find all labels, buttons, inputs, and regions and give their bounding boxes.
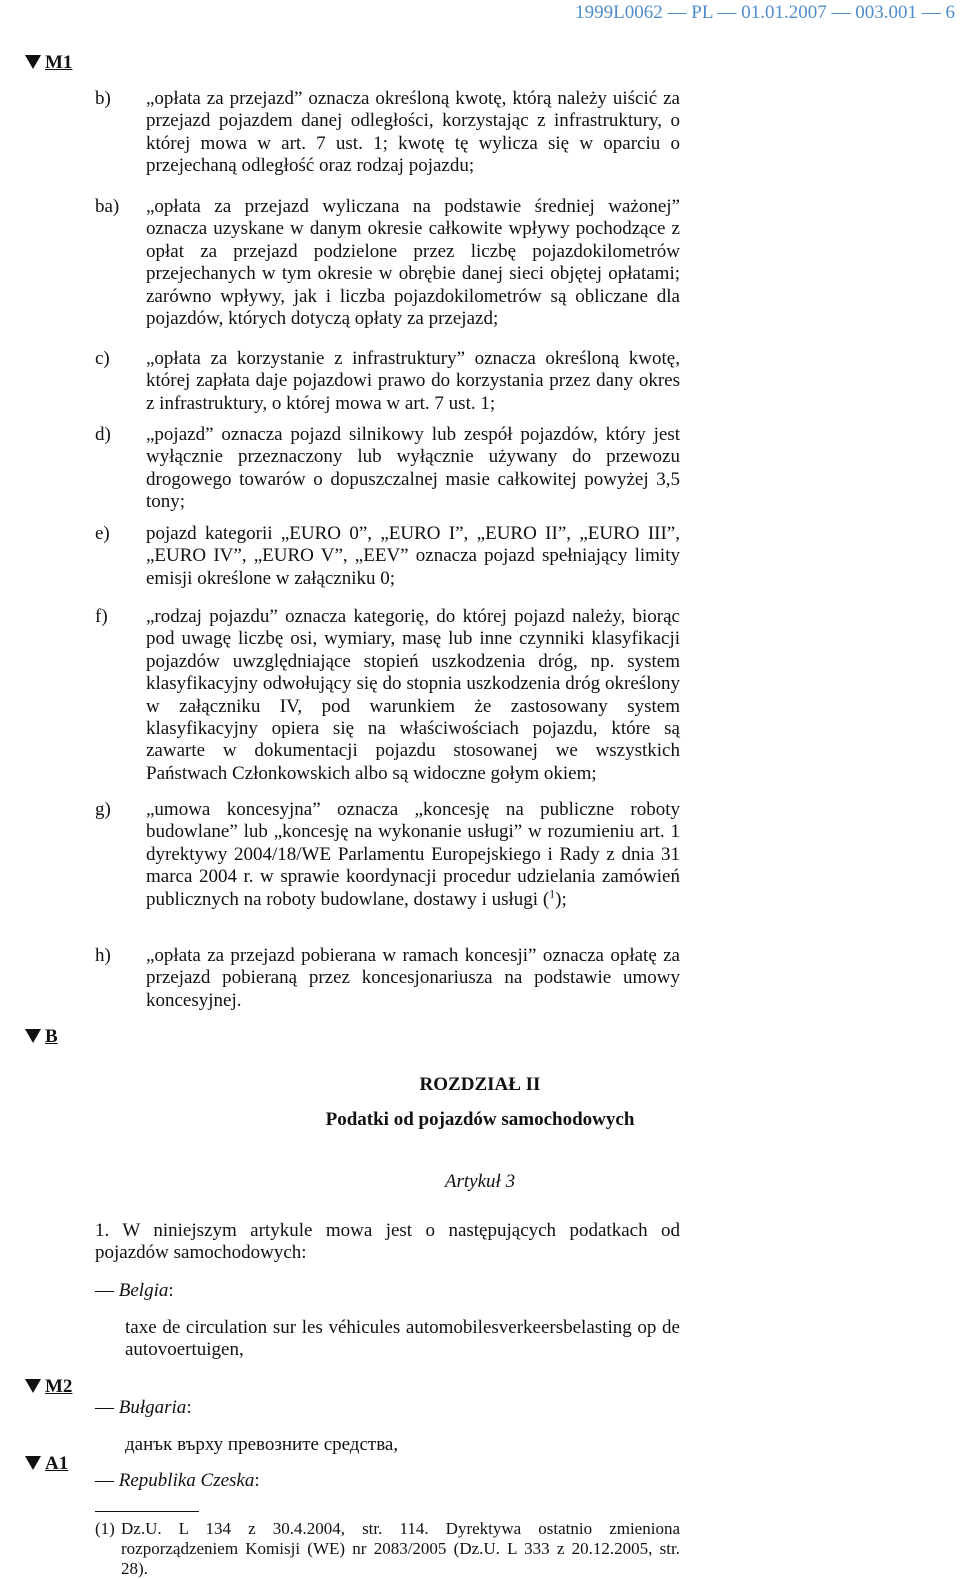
- definition-item: b) „opłata za przejazd” oznacza określoną kwotę, którą należy uiścić za przejazd pojazdem danej odległości, korzystając z infrastruktury, o której mowa w art. 7 ust. 1; kwotę tę wylicza się w oparciu o przejechaną odległość oraz rodzaj pojazdu;: [95, 88, 680, 177]
- country-item-belgia: — Belgia:: [95, 1280, 174, 1301]
- tax-name: taxe de circulation sur les véhicules automobilesverkeersbelasting op de autovoertuigen,: [125, 1317, 680, 1361]
- tax-name: данък върху превозните средства,: [125, 1434, 399, 1455]
- definition-item: h) „opłata za przejazd pobierana w ramach koncesji” oznacza opłatę za przejazd pobieraną przez koncesjonariusza na podstawie umowy koncesyjnej.: [95, 945, 680, 1011]
- article-paragraph: 1. W niniejszym artykule mowa jest o następujących podatkach od pojazdów samochodowych:: [95, 1220, 680, 1264]
- definition-item: c) „opłata za korzystanie z infrastruktury” oznacza określoną kwotę, której zapłata daje pojazdowi prawo do korzystania przez dany okres z infrastruktury, o której mowa w art. 7 ust. 1;: [95, 348, 680, 414]
- footnote-separator: [95, 1511, 199, 1512]
- document-header: 1999L0062 — PL — 01.01.2007 — 003.001 — 6: [575, 2, 955, 23]
- definition-item: g) „umowa koncesyjna” oznacza „koncesję na publiczne roboty budowlane” lub „koncesję na wykonanie usługi” w rozumieniu art. 1 dyrektywy 2004/18/WE Parlamentu Europejskiego i Rady z dnia 31 marca 2004 r. w sprawie koordynacji procedur udzielania zamówień publicznych na roboty budowlane, dostawy i usługi ($^1$);: [95, 799, 680, 910]
- triangle-down-icon: [25, 1456, 41, 1470]
- marker-a1: A1: [25, 1453, 68, 1475]
- definition-item: f) „rodzaj pojazdu” oznacza kategorię, do której pojazd należy, biorąc pod uwagę liczbę osi, wymiary, masę lub inne czynniki klasyfikacji pojazdów uwzględniające stopień uszkodzenia dróg, np. system klasyfikacyjny odwołujący się do stopnia uszkodzenia dróg określony w załączniku IV, pod warunkiem że zastosowany system klasyfikacyjny opiera się na właściwościach pojazdu, które są zawarte w dokumentacji pojazdu stosowanej we wszystkich Państwach Członkowskich albo są widoczne gołym okiem;: [95, 606, 680, 784]
- chapter-title: Podatki od pojazdów samochodowych: [325, 1109, 635, 1130]
- definition-item: d) „pojazd” oznacza pojazd silnikowy lub zespół pojazdów, który jest wyłącznie przeznaczony lub wyłącznie używany do przewozu drogowego towarów o dopuszczalnej masie całkowitej powyżej 3,5 tony;: [95, 424, 680, 513]
- definition-item: e) pojazd kategorii „EURO 0”, „EURO I”, „EURO II”, „EURO III”, „EURO IV”, „EURO V”, „EEV” oznacza pojazd spełniający limity emisji określone w załączniku 0;: [95, 523, 680, 589]
- marker-b: B: [25, 1026, 58, 1048]
- footnote-ref[interactable]: 1: [549, 886, 556, 901]
- triangle-down-icon: [25, 1379, 41, 1393]
- marker-m1: M1: [25, 52, 72, 74]
- article-heading: Artykuł 3: [444, 1171, 516, 1192]
- marker-m2: M2: [25, 1376, 72, 1398]
- definition-item: ba) „opłata za przejazd wyliczana na podstawie średniej ważonej” oznacza uzyskane w danym okresie całkowite wpływy pochodzące z opłat za przejazd podzielone przez liczbę pojazdokilometrów przejechanych w tym okresie w obrębie danej sieci objętej opłatami; zarówno wpływy, jak i liczba pojazdokilometrów są obliczane dla pojazdów, których dotyczą opłaty za przejazd;: [95, 196, 680, 330]
- triangle-down-icon: [25, 1029, 41, 1043]
- country-item-bulgaria: — Bułgaria:: [95, 1397, 192, 1418]
- footnote: (1) Dz.U. L 134 z 30.4.2004, str. 114. Dyrektywa ostatnio zmieniona rozporządzeniem Komisji (WE) nr 2083/2005 (Dz.U. L 333 z 20.12.2005, str. 28).: [95, 1519, 680, 1578]
- country-item-republika-czeska: — Republika Czeska:: [95, 1470, 260, 1491]
- chapter-number: ROZDZIAŁ II: [419, 1074, 541, 1095]
- triangle-down-icon: [25, 55, 41, 69]
